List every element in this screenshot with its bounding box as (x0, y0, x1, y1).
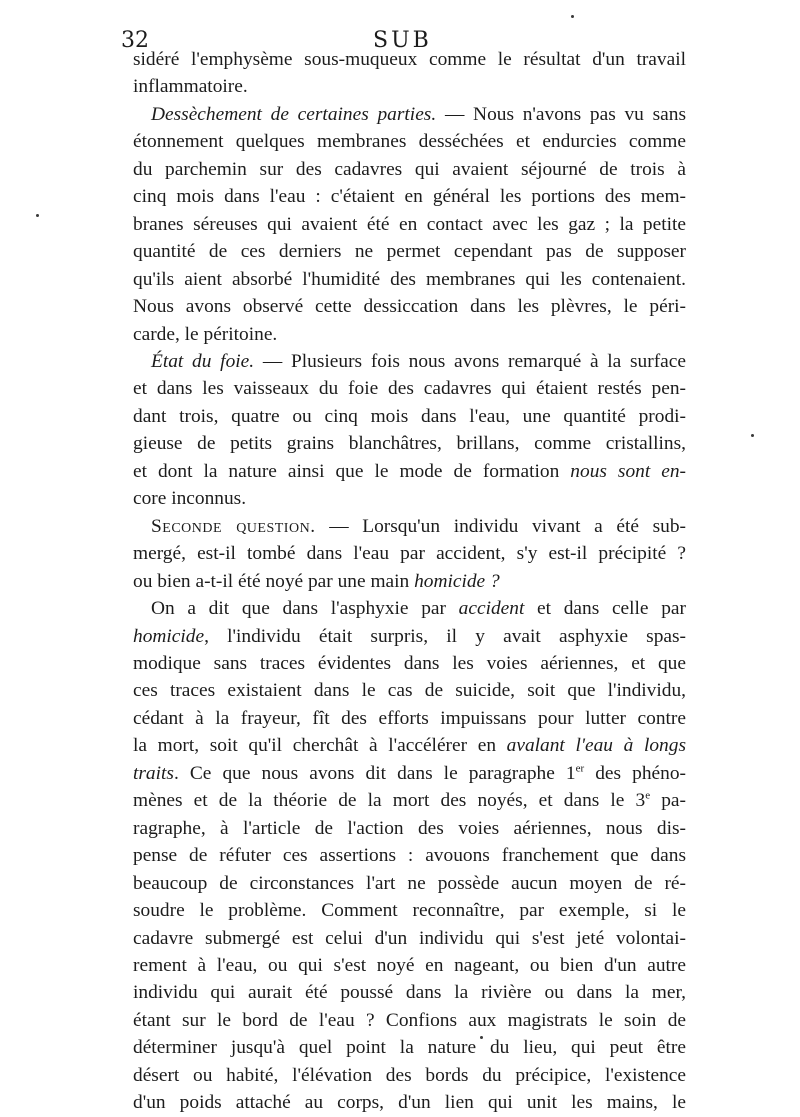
text-line: du parchemin sur des cadavres qui avaient séjourné de trois à (133, 158, 686, 180)
text-line: branes séreuses qui avaient été en contact avec les gaz ; la petite (133, 213, 686, 235)
text-fragment: On a dit que dans l'asphyxie par (151, 598, 446, 620)
text-fragment: — Plusieurs fois nous avons remarqué à la surface (262, 350, 686, 372)
italic-fragment: traits (133, 762, 174, 784)
text-line: désert ou habité, l'élévation des bords du précipice, l'existence (133, 1064, 686, 1086)
text-line: déterminer jusqu'à quel point la nature du lieu, qui peut être (133, 1037, 686, 1059)
superscript: e (645, 789, 651, 802)
text-line (133, 623, 686, 650)
italic-fragment: nous sont en- (570, 460, 686, 482)
text-line: Nous avons observé cette dessiccation dans les plèvres, le péri- (133, 296, 686, 318)
text-line: étant sur le bord de l'eau ? Confions aux magistrats le soin de (133, 1009, 686, 1031)
text-line: individu qui aurait été poussé dans la rivière ou dans la mer, (133, 982, 686, 1004)
text-line: étonnement quelques membranes desséchées et endurcies comme (133, 131, 686, 153)
text-line: et dans les vaisseaux du foie des cadavres qui étaient restés pen- (133, 378, 686, 400)
italic-fragment: homicide ? (414, 570, 500, 592)
text-fragment: pa- (650, 790, 686, 812)
text-line (133, 568, 686, 595)
text-line: cinq mois dans l'eau : c'étaient en général les portions des mem- (133, 186, 686, 208)
text-line (133, 760, 686, 787)
text-line: quantité de ces derniers ne permet cependant pas de supposer (133, 241, 686, 263)
text-line (133, 732, 686, 759)
text-line: ragraphe, à l'article de l'action des voies aériennes, nous dis- (133, 817, 686, 839)
section-heading-line (133, 101, 686, 128)
section-label-dessechement: Dessèchement de certaines parties. (151, 103, 437, 125)
italic-fragment: accident (458, 598, 525, 620)
text-line: rement à l'eau, ou qui s'est noyé en nageant, ou bien d'un autre (133, 954, 686, 976)
section-heading-line (133, 513, 686, 540)
italic-fragment: avalant l'eau à longs (506, 735, 686, 757)
text-line: cédant à la frayeur, fît des efforts impuissans pour lutter contre (133, 707, 686, 729)
text-fragment: , l'individu était surpris, il y avait asphyxie spas- (204, 625, 686, 647)
text-line: beaucoup de circonstances l'art ne possède aucun moyen de ré- (133, 872, 686, 894)
text-line: qu'ils aient absorbé l'humidité des membranes qui les contenaient. (133, 268, 686, 290)
superscript: er (575, 762, 585, 775)
section-label-foie: État du foie. (151, 350, 255, 372)
section-heading-line (133, 348, 686, 375)
print-speck (571, 15, 574, 18)
text-line: gieuse de petits grains blanchâtres, brillans, comme cristallins, (133, 433, 686, 455)
text-line (133, 787, 686, 814)
text-line: inflammatoire. (133, 76, 248, 98)
running-head: SUB (373, 28, 432, 53)
text-fragment: mènes et de la théorie de la mort des noyés, et dans le 3 (133, 790, 646, 812)
text-line: core inconnus. (133, 488, 247, 510)
italic-fragment: homicide (133, 625, 205, 647)
section-label-seconde-question: Seconde question. (151, 515, 316, 537)
text-line: soudre le problème. Comment reconnaître, par exemple, si le (133, 900, 686, 922)
text-fragment: — Nous n'avons pas vu sans (444, 103, 686, 125)
text-fragment: — Lorsqu'un individu vivant a été sub- (329, 515, 686, 537)
text-line: sidéré l'emphysème sous-muqueux comme le résultat d'un travail (133, 49, 686, 70)
text-fragment: . Ce que nous avons dit dans le paragraphe 1 (173, 762, 576, 784)
text-line: pense de réfuter ces assertions : avouons franchement que dans (133, 845, 686, 867)
print-speck (751, 434, 754, 437)
text-fragment: des phéno- (584, 762, 686, 784)
text-line: cadavre submergé est celui d'un individu qui s'est jeté volontai- (133, 927, 686, 949)
text-fragment: et dans celle par (537, 598, 686, 620)
text-line (133, 458, 686, 485)
text-fragment: la mort, soit qu'il cherchât à l'accélérer en (133, 735, 497, 757)
print-speck (36, 214, 39, 217)
text-line: carde, le péritoine. (133, 323, 278, 345)
text-line: modique sans traces évidentes dans les voies aériennes, et que (133, 652, 686, 674)
text-fragment: et dont la nature ainsi que le mode de formation (133, 460, 560, 482)
text-line: d'un poids attaché au corps, d'un lien qui unit les mains, le (133, 1092, 686, 1114)
text-fragment: ou bien a-t-il été noyé par une main (133, 570, 410, 592)
text-line: dant trois, quatre ou cinq mois dans l'eau, une quantité prodi- (133, 405, 686, 427)
text-line: ces traces existaient dans le cas de suicide, soit que l'individu, (133, 680, 686, 702)
text-line (133, 595, 686, 622)
page-number: 32 (121, 28, 149, 53)
page-body-text (133, 46, 686, 1117)
text-line: mergé, est-il tombé dans l'eau par accident, s'y est-il précipité ? (133, 543, 686, 565)
